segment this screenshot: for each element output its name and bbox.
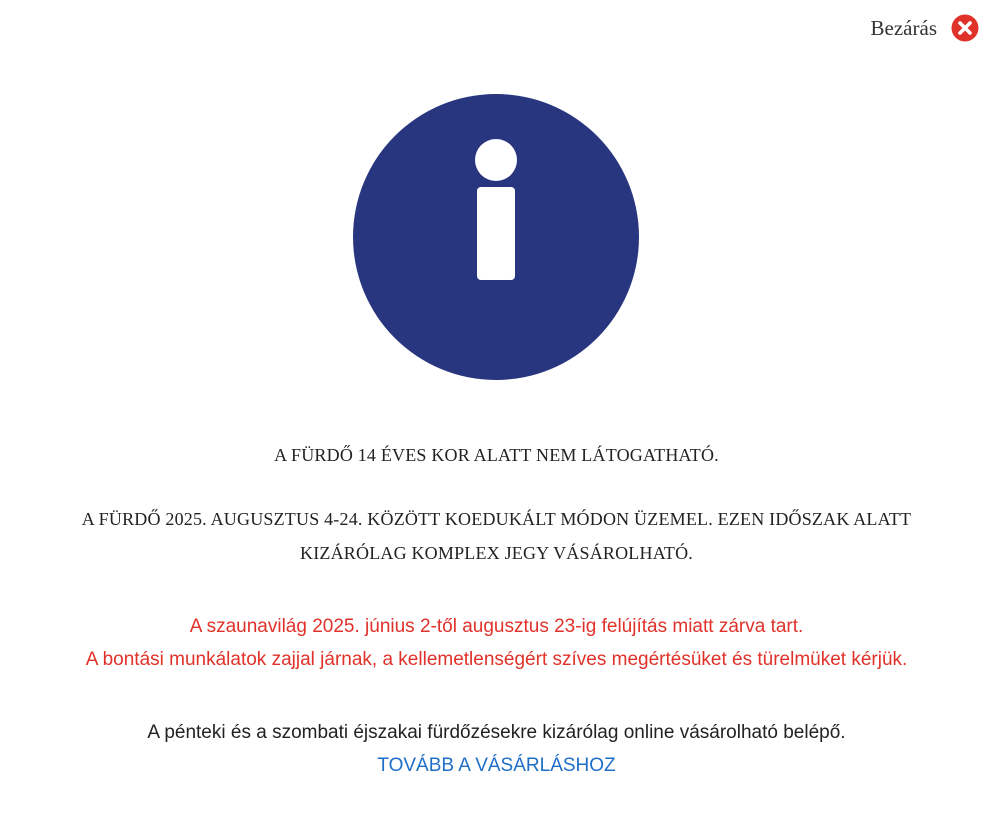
sauna-notice-line-2: A bontási munkálatok zajjal járnak, a kellemetlenségért szíves megértésüket és türelmüket kérjük. [85, 649, 908, 670]
purchase-link[interactable]: TOVÁBB A VÁSÁRLÁSHOZ [377, 755, 616, 776]
close-icon[interactable] [951, 14, 979, 42]
sauna-notice [0, 610, 993, 676]
notice-content [0, 438, 993, 782]
coed-notice-line-2: KIZÁRÓLAG KOMPLEX JEGY VÁSÁROLHATÓ. [300, 543, 693, 563]
age-limit-notice: A FÜRDŐ 14 ÉVES KOR ALATT NEM LÁTOGATHATÓ. [274, 445, 719, 465]
night-bath-notice [0, 716, 993, 782]
close-label[interactable]: Bezárás [870, 15, 937, 40]
close-button[interactable] [871, 14, 979, 42]
info-icon [353, 94, 639, 380]
coed-notice [0, 502, 993, 570]
coed-notice-line-1: A FÜRDŐ 2025. AUGUSZTUS 4-24. KÖZÖTT KOEDUKÁLT MÓDON ÜZEMEL. EZEN IDŐSZAK ALATT [81, 509, 912, 529]
sauna-notice-line-1: A szaunavilág 2025. június 2-től augusztus 23-ig felújítás miatt zárva tart. [189, 616, 804, 637]
night-bath-text: A pénteki és a szombati éjszakai fürdőzésekre kizárólag online vásárolható belépő. [147, 722, 846, 743]
